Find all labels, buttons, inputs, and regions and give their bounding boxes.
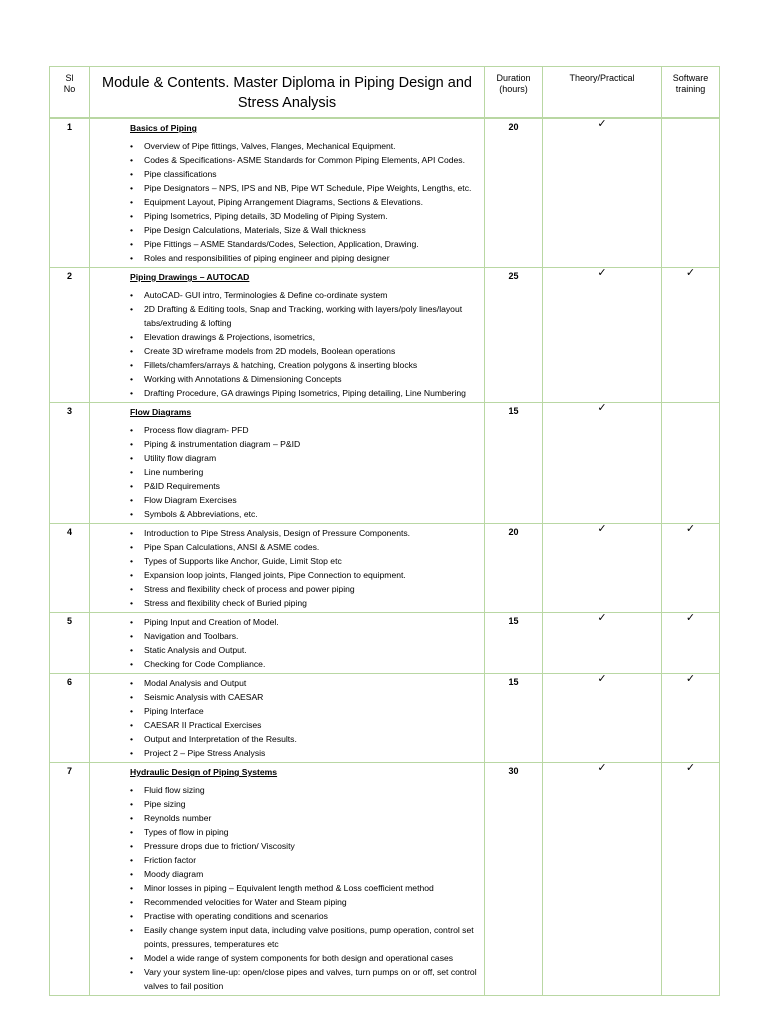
row-software-cell (662, 763, 720, 996)
checkmark-icon: ✓ (685, 523, 696, 535)
row-module-contents (90, 118, 485, 268)
list-item: • Equipment Layout, Piping Arrangement Diagrams, Sections & Elevations. (130, 195, 480, 209)
table-body (50, 118, 720, 996)
row-theory-cell (543, 403, 662, 524)
list-item: • Pipe Designators – NPS, IPS and NB, Pipe WT Schedule, Pipe Weights, Lengths, etc. (130, 181, 480, 195)
list-item: • Flow Diagram Exercises (130, 493, 480, 507)
table-row (50, 118, 720, 268)
list-item: • Piping Isometrics, Piping details, 3D Modeling of Piping System. (130, 209, 480, 223)
header-software-training: Software training (662, 67, 720, 119)
module-topic-list (130, 615, 480, 671)
row-duration: 20 (485, 524, 543, 613)
list-item: • Reynolds number (130, 811, 480, 825)
list-item: • Model a wide range of system components for both design and operational cases (130, 951, 480, 965)
list-item: • Overview of Pipe fittings, Valves, Flanges, Mechanical Equipment. (130, 139, 480, 153)
row-theory-cell (543, 268, 662, 403)
table-header (50, 67, 720, 119)
module-title: Flow Diagrams (130, 407, 192, 417)
checkmark-icon: ✓ (597, 118, 607, 130)
list-item: • Introduction to Pipe Stress Analysis, Design of Pressure Components. (130, 526, 480, 540)
row-sl-no: 2 (50, 268, 90, 403)
table-row (50, 403, 720, 524)
list-item: • Easily change system input data, including valve positions, pump operation, control set points, pressures, temperatures etc (130, 923, 480, 951)
list-item: • Codes & Specifications- ASME Standards for Common Piping Elements, API Codes. (130, 153, 480, 167)
row-sl-no: 1 (50, 118, 90, 268)
row-theory-cell (543, 118, 662, 268)
list-item: • Navigation and Toolbars. (130, 629, 480, 643)
row-module-contents (90, 403, 485, 524)
list-item: • Drafting Procedure, GA drawings Piping Isometrics, Piping detailing, Line Numbering (130, 386, 480, 400)
list-item: • Fluid flow sizing (130, 783, 480, 797)
list-item: • Expansion loop joints, Flanged joints, Pipe Connection to equipment. (130, 568, 480, 582)
row-module-contents (90, 613, 485, 674)
row-duration: 15 (485, 674, 543, 763)
page-title: Module & Contents. Master Diploma in Piping Design and Stress Analysis (90, 67, 485, 119)
list-item: • Recommended velocities for Water and Steam piping (130, 895, 480, 909)
row-duration: 15 (485, 403, 543, 524)
row-duration: 20 (485, 118, 543, 268)
list-item: • Piping & instrumentation diagram – P&ID (130, 437, 480, 451)
list-item: • Minor losses in piping – Equivalent length method & Loss coefficient method (130, 881, 480, 895)
checkmark-icon: ✓ (685, 762, 696, 774)
header-sl-no: Sl No (50, 67, 90, 119)
checkmark-icon: ✓ (597, 673, 607, 685)
list-item: • Pipe Fittings – ASME Standards/Codes, Selection, Application, Drawing. (130, 237, 480, 251)
table-row (50, 613, 720, 674)
checkmark-icon: ✓ (597, 402, 607, 414)
row-software-cell (662, 674, 720, 763)
list-item: • P&ID Requirements (130, 479, 480, 493)
row-theory-cell (543, 613, 662, 674)
row-software-cell (662, 524, 720, 613)
list-item: • Practise with operating conditions and scenarios (130, 909, 480, 923)
list-item: • Line numbering (130, 465, 480, 479)
module-topic-list (130, 526, 480, 610)
list-item: • Pipe Design Calculations, Materials, Size & Wall thickness (130, 223, 480, 237)
list-item: • Checking for Code Compliance. (130, 657, 480, 671)
row-module-contents (90, 763, 485, 996)
module-topic-list (130, 783, 480, 993)
list-item: • Pipe sizing (130, 797, 480, 811)
list-item: • Static Analysis and Output. (130, 643, 480, 657)
module-title: Hydraulic Design of Piping Systems (130, 767, 278, 777)
row-theory-cell (543, 763, 662, 996)
module-topic-list (130, 423, 480, 521)
list-item: • Roles and responsibilities of piping engineer and piping designer (130, 251, 480, 265)
row-sl-no: 3 (50, 403, 90, 524)
row-software-cell (662, 403, 720, 524)
list-item: • AutoCAD- GUI intro, Terminologies & Define co-ordinate system (130, 288, 480, 302)
row-duration: 25 (485, 268, 543, 403)
row-module-contents (90, 268, 485, 403)
list-item: • Process flow diagram- PFD (130, 423, 480, 437)
list-item: • Modal Analysis and Output (130, 676, 480, 690)
row-software-cell (662, 268, 720, 403)
row-theory-cell (543, 524, 662, 613)
list-item: • Moody diagram (130, 867, 480, 881)
list-item: • Fillets/chamfers/arrays & hatching, Creation polygons & inserting blocks (130, 358, 480, 372)
checkmark-icon: ✓ (597, 267, 607, 279)
row-software-cell (662, 613, 720, 674)
row-module-contents (90, 674, 485, 763)
checkmark-icon: ✓ (597, 762, 607, 774)
row-sl-no: 5 (50, 613, 90, 674)
list-item: • Types of flow in piping (130, 825, 480, 839)
checkmark-icon: ✓ (597, 523, 607, 535)
list-item: • Vary your system line-up: open/close pipes and valves, turn pumps on or off, set control valves to fail position (130, 965, 480, 993)
row-sl-no: 4 (50, 524, 90, 613)
module-topic-list (130, 139, 480, 265)
module-title: Basics of Piping (130, 123, 197, 133)
header-theory-practical: Theory/Practical (543, 67, 662, 119)
list-item: • Types of Supports like Anchor, Guide, Limit Stop etc (130, 554, 480, 568)
list-item: • Symbols & Abbreviations, etc. (130, 507, 480, 521)
list-item: • Seismic Analysis with CAESAR (130, 690, 480, 704)
row-software-cell (662, 118, 720, 268)
list-item: • Pressure drops due to friction/ Viscosity (130, 839, 480, 853)
row-theory-cell (543, 674, 662, 763)
list-item: • 2D Drafting & Editing tools, Snap and Tracking, working with layers/poly lines/layout tabs/extruding & lofting (130, 302, 480, 330)
list-item: • Utility flow diagram (130, 451, 480, 465)
checkmark-icon: ✓ (685, 267, 696, 279)
list-item: • Project 2 – Pipe Stress Analysis (130, 746, 480, 760)
table-row (50, 674, 720, 763)
checkmark-icon: ✓ (597, 612, 607, 624)
list-item: • Piping Input and Creation of Model. (130, 615, 480, 629)
list-item: • Elevation drawings & Projections, isometrics, (130, 330, 480, 344)
list-item: • Friction factor (130, 853, 480, 867)
row-duration: 30 (485, 763, 543, 996)
course-table (49, 66, 720, 996)
table-row (50, 268, 720, 403)
row-duration: 15 (485, 613, 543, 674)
list-item: • Pipe classifications (130, 167, 480, 181)
module-topic-list (130, 288, 480, 400)
row-module-contents (90, 524, 485, 613)
row-sl-no: 7 (50, 763, 90, 996)
list-item: • Output and Interpretation of the Results. (130, 732, 480, 746)
checkmark-icon: ✓ (685, 612, 696, 624)
list-item: • Working with Annotations & Dimensioning Concepts (130, 372, 480, 386)
checkmark-icon: ✓ (685, 673, 696, 685)
module-title: Piping Drawings – AUTOCAD (130, 272, 250, 282)
header-duration: Duration (hours) (485, 67, 543, 119)
list-item: • Create 3D wireframe models from 2D models, Boolean operations (130, 344, 480, 358)
table-row (50, 524, 720, 613)
row-sl-no: 6 (50, 674, 90, 763)
list-item: • CAESAR II Practical Exercises (130, 718, 480, 732)
module-topic-list (130, 676, 480, 760)
list-item: • Piping Interface (130, 704, 480, 718)
list-item: • Stress and flexibility check of Buried piping (130, 596, 480, 610)
table-row (50, 763, 720, 996)
list-item: • Stress and flexibility check of process and power piping (130, 582, 480, 596)
list-item: • Pipe Span Calculations, ANSI & ASME codes. (130, 540, 480, 554)
